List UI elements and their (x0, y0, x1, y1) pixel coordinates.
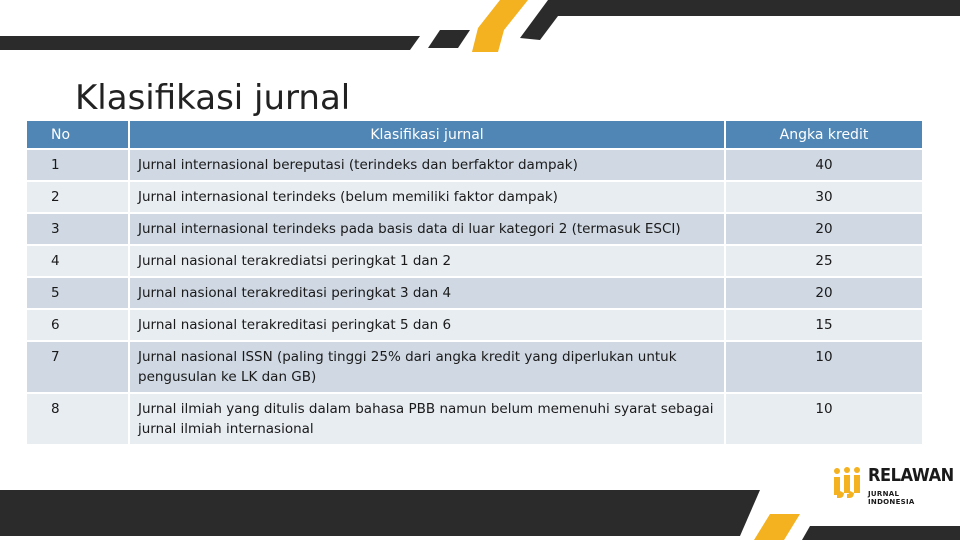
row-kredit: 20 (726, 214, 922, 246)
table-row (27, 214, 922, 246)
page-title: Klasifikasi jurnal (75, 78, 351, 118)
row-klasifikasi: Jurnal internasional bereputasi (terindeks dan berfaktor dampak) (130, 150, 726, 182)
logo-subtitle: JURNAL INDONESIA (868, 490, 915, 506)
table-row (27, 182, 922, 214)
row-kredit: 25 (726, 246, 922, 278)
row-no: 3 (27, 214, 130, 246)
logo-name: RELAWAN (868, 465, 954, 486)
row-no: 7 (27, 342, 130, 394)
row-kredit: 15 (726, 310, 922, 342)
table-row (27, 342, 922, 394)
header-klasifikasi: Klasifikasi jurnal (130, 121, 726, 150)
row-klasifikasi: Jurnal nasional terakrediatsi peringkat 1 dan 2 (130, 246, 726, 278)
table-row (27, 394, 922, 446)
row-klasifikasi: Jurnal nasional ISSN (paling tinggi 25% dari angka kredit yang diperlukan untuk pengusulan ke LK dan GB) (130, 342, 726, 394)
row-no: 2 (27, 182, 130, 214)
row-no: 6 (27, 310, 130, 342)
row-no: 1 (27, 150, 130, 182)
row-kredit: 10 (726, 342, 922, 394)
row-klasifikasi: Jurnal internasional terindeks pada basis data di luar kategori 2 (termasuk ESCI) (130, 214, 726, 246)
row-no: 5 (27, 278, 130, 310)
row-klasifikasi: Jurnal nasional terakreditasi peringkat 3 dan 4 (130, 278, 726, 310)
table-header-row (27, 121, 922, 150)
row-no: 8 (27, 394, 130, 446)
classification-table (27, 121, 922, 446)
header-no: No (27, 121, 130, 150)
row-kredit: 40 (726, 150, 922, 182)
table-row (27, 150, 922, 182)
row-kredit: 20 (726, 278, 922, 310)
header-angka-kredit: Angka kredit (726, 121, 922, 150)
top-decoration (0, 0, 960, 60)
table-row (27, 310, 922, 342)
row-klasifikasi: Jurnal ilmiah yang ditulis dalam bahasa PBB namun belum memenuhi syarat sebagai jurnal ilmiah internasional (130, 394, 726, 446)
row-kredit: 10 (726, 394, 922, 446)
row-kredit: 30 (726, 182, 922, 214)
row-klasifikasi: Jurnal internasional terindeks (belum memiliki faktor dampak) (130, 182, 726, 214)
row-no: 4 (27, 246, 130, 278)
row-klasifikasi: Jurnal nasional terakreditasi peringkat 5 dan 6 (130, 310, 726, 342)
bottom-decoration (0, 490, 960, 540)
table-row (27, 246, 922, 278)
table-row (27, 278, 922, 310)
